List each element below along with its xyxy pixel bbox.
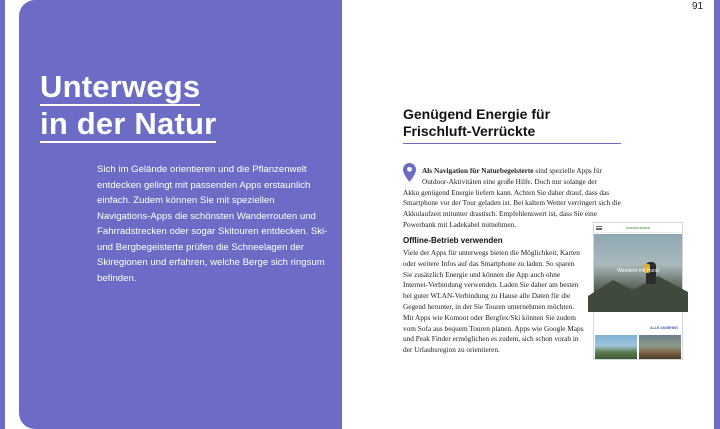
paragraph-offline: Viele der Apps für unterwegs bieten die Möglichkeit, Karten oder weitere Infos auf das Smartphone zu laden. So sparen Sie zusätzlich Energie und können die App auch ohne Internet-Verbindung verwenden. Laden Sie daher am besten bei guter WLAN-Verbindung zu Hause alle Daten für die Gegend herunter, in der Sie Touren unternehmen möchten. Mit Apps wie Komoot oder Bergfex/Ski können Sie zudem vom Sofa aus bequem Touren planen. Apps wie Google Maps und Peak Finder ermöglichen es zudem, sich schon vorab in der Urlaubsregion zu orientieren. <box>403 248 584 355</box>
chapter-title-line-2: in der Natur <box>40 106 217 141</box>
see-all-link: ALLE ANSEHEN <box>650 326 678 330</box>
paragraph-battery-line2: Outdoor-Aktivitäten eine große Hilfe. Doch nur solange der <box>422 176 597 186</box>
page-number: 91 <box>692 1 704 12</box>
hero-image <box>594 234 682 320</box>
chapter-title <box>40 68 216 142</box>
app-header <box>594 223 682 233</box>
app-name: outdooractive <box>626 225 651 230</box>
right-edge-strip <box>714 0 720 429</box>
section-heading <box>403 106 621 144</box>
section-heading-line-1: Genügend Energie für <box>403 106 551 122</box>
left-edge-strip <box>0 0 5 429</box>
paragraph-battery <box>403 166 625 231</box>
tour-thumbnail-1 <box>595 335 637 359</box>
carousel-dots: • • • • • • <box>620 315 645 320</box>
mountain-shape <box>588 272 688 312</box>
subheading-offline: Offline-Betrieb verwenden <box>403 236 503 245</box>
chapter-intro: Sich im Gelände orientieren und die Pflanzenwelt entdecken gelingt mit passenden Apps erstaunlich einfach. Zudem können Sie mit speziellen Navigations-Apps die schönsten Wanderrouten und Fahrradstrecken oder sogar Skitouren entdecken. Ski- und Bergbegeisterte prüfen die Schneelagen der Skiregionen und erfahren, welche Berge sich ringsum befinden. <box>97 164 328 284</box>
hero-caption: Wandern mit Hund <box>617 268 659 274</box>
hamburger-menu-icon <box>596 226 602 230</box>
paragraph-battery-lead: Als Navigation für Naturbegeisterte <box>422 166 534 175</box>
paragraph-battery-line1: sind spezielle Apps für <box>533 166 603 175</box>
paragraph-battery-rest: Akku genügend Energie liefern kann. Achten Sie daher drauf, dass das Smartphone vor der Tour geladen ist. Bei kaltem Wetter verringert sich die Akkulaufzeit mitunter drastisch. Empfehlenswert ist, dass Sie eine Powerbank mit Ladekabel mitnehmen. <box>403 187 621 229</box>
section-heading-line-2: Frischluft-Verrückte <box>403 123 536 139</box>
app-screenshot <box>593 222 683 360</box>
tour-thumbnail-2 <box>639 335 681 359</box>
chapter-title-line-1: Unterwegs <box>40 69 201 104</box>
